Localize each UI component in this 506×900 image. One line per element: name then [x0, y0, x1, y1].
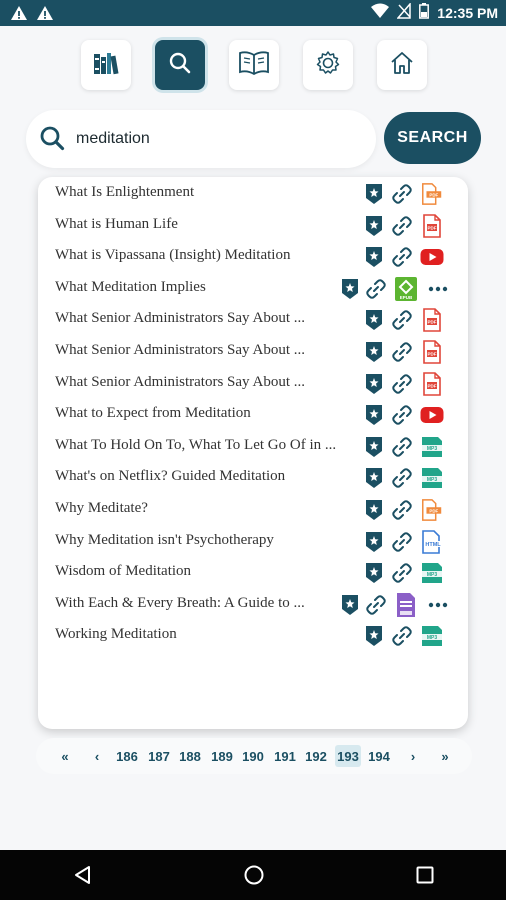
back-icon[interactable]: [70, 862, 96, 888]
link-icon[interactable]: [390, 466, 414, 490]
svg-text:PDF: PDF: [427, 319, 437, 325]
pdf-icon[interactable]: [420, 214, 444, 238]
svg-text:PDF: PDF: [427, 351, 437, 357]
results-list: [38, 177, 468, 729]
list-item[interactable]: [38, 369, 468, 399]
more-options-icon[interactable]: [426, 277, 450, 301]
reader-button[interactable]: [229, 40, 279, 90]
page-button-192[interactable]: 192: [305, 748, 327, 764]
next-page-button[interactable]: ›: [410, 748, 416, 764]
search-button[interactable]: SEARCH: [384, 112, 481, 164]
svg-text:PDF: PDF: [427, 225, 437, 231]
result-title[interactable]: What Senior Administrators Say About ...: [55, 373, 305, 390]
result-title[interactable]: What is Vipassana (Insight) Meditation: [55, 247, 291, 264]
page-button-187[interactable]: 187: [148, 748, 170, 764]
bookmark-shield-icon[interactable]: [338, 593, 362, 617]
home-button[interactable]: [377, 40, 427, 90]
mp3-icon[interactable]: [420, 466, 444, 490]
result-title[interactable]: With Each & Every Breath: A Guide to ...: [55, 594, 305, 611]
more-options-icon[interactable]: [426, 593, 450, 617]
svg-text:PDF: PDF: [429, 508, 439, 514]
youtube-icon[interactable]: [420, 245, 444, 269]
link-icon[interactable]: [390, 182, 414, 206]
list-item[interactable]: [38, 432, 468, 462]
link-icon[interactable]: [390, 435, 414, 459]
bookmark-shield-icon[interactable]: [362, 214, 386, 238]
svg-text:MP3: MP3: [426, 635, 438, 642]
link-icon[interactable]: [390, 308, 414, 332]
page-button-190[interactable]: 190: [242, 748, 264, 764]
svg-text:MP3: MP3: [426, 445, 438, 452]
previous-page-button[interactable]: ‹: [94, 748, 100, 764]
search-icon: [38, 124, 66, 157]
link-icon[interactable]: [390, 372, 414, 396]
pagination: [36, 738, 472, 774]
bookmark-shield-icon[interactable]: [362, 340, 386, 364]
result-title[interactable]: What Senior Administrators Say About ...: [55, 342, 305, 358]
pdf-icon[interactable]: [420, 182, 444, 206]
first-page-button[interactable]: «: [61, 748, 69, 764]
page-button-189[interactable]: 189: [211, 748, 233, 764]
search-box: [26, 110, 376, 168]
bookmark-shield-icon[interactable]: [362, 372, 386, 396]
status-time: 12:35 PM: [437, 5, 498, 21]
svg-text:PDF: PDF: [429, 192, 439, 198]
list-item[interactable]: [38, 463, 468, 493]
list-item[interactable]: [38, 558, 468, 588]
list-item[interactable]: [38, 305, 468, 335]
warning-icon: [10, 4, 28, 22]
bookmark-shield-icon[interactable]: [338, 277, 362, 301]
bookmark-shield-icon[interactable]: [362, 403, 386, 427]
pdf-icon[interactable]: [420, 340, 444, 364]
page-button-193[interactable]: 193: [335, 745, 361, 767]
result-title[interactable]: Working Meditation: [55, 626, 177, 643]
html-icon[interactable]: [420, 530, 444, 554]
result-title[interactable]: Why Meditation isn't Psychotherapy: [55, 531, 274, 548]
link-icon[interactable]: [390, 403, 414, 427]
link-icon[interactable]: [390, 498, 414, 522]
link-icon[interactable]: [390, 214, 414, 238]
bookmark-shield-icon[interactable]: [362, 530, 386, 554]
bookmark-shield-icon[interactable]: [362, 435, 386, 459]
bookmark-shield-icon[interactable]: [362, 466, 386, 490]
pdf-icon[interactable]: [420, 498, 444, 522]
result-title[interactable]: What's on Netflix? Guided Meditation: [55, 468, 286, 485]
search-icon: [167, 50, 193, 81]
last-page-button[interactable]: »: [441, 748, 449, 764]
recents-icon[interactable]: [412, 862, 438, 888]
document-icon[interactable]: [394, 593, 418, 617]
list-item[interactable]: [38, 621, 468, 651]
list-item[interactable]: [38, 242, 468, 272]
bookmark-shield-icon[interactable]: [362, 561, 386, 585]
link-icon[interactable]: [390, 245, 414, 269]
svg-text:PDF: PDF: [427, 383, 437, 389]
home-icon: [388, 49, 416, 82]
page-button-188[interactable]: 188: [179, 748, 201, 764]
search-input[interactable]: [76, 123, 356, 155]
link-icon[interactable]: [364, 593, 388, 617]
pdf-icon[interactable]: [420, 308, 444, 332]
result-title[interactable]: What is Human Life: [55, 215, 178, 232]
result-title[interactable]: What Meditation Implies: [55, 278, 206, 295]
system-navigation-bar: [0, 850, 506, 900]
svg-text:MP3: MP3: [426, 572, 438, 579]
library-icon: [91, 48, 121, 83]
result-title[interactable]: Wisdom of Meditation: [55, 563, 192, 580]
list-item[interactable]: [38, 400, 468, 430]
list-item[interactable]: [38, 274, 468, 304]
epub-icon[interactable]: [394, 277, 418, 301]
bookmark-shield-icon[interactable]: [362, 245, 386, 269]
list-item[interactable]: [38, 495, 468, 525]
svg-text:HTML: HTML: [425, 541, 441, 548]
warning-icon: [36, 4, 54, 22]
link-icon[interactable]: [390, 561, 414, 585]
pdf-icon[interactable]: [420, 372, 444, 396]
result-title[interactable]: What To Hold On To, What To Let Go Of in ...: [55, 436, 337, 453]
svg-text:MP3: MP3: [426, 477, 438, 484]
list-item[interactable]: [38, 590, 468, 620]
bookmark-shield-icon[interactable]: [362, 308, 386, 332]
status-bar: [0, 0, 506, 26]
bookmark-shield-icon[interactable]: [362, 498, 386, 522]
svg-text:EPUB: EPUB: [399, 294, 413, 300]
page-button-186[interactable]: 186: [116, 748, 138, 764]
mp3-icon[interactable]: [420, 561, 444, 585]
wifi-icon: [371, 3, 389, 24]
bookmark-shield-icon[interactable]: [362, 624, 386, 648]
list-item[interactable]: [38, 337, 468, 367]
list-item[interactable]: [38, 527, 468, 557]
link-icon[interactable]: [390, 624, 414, 648]
book-icon: [237, 49, 271, 82]
link-icon[interactable]: [390, 340, 414, 364]
library-button[interactable]: [81, 40, 131, 90]
bookmark-shield-icon[interactable]: [362, 182, 386, 206]
list-item[interactable]: [38, 211, 468, 241]
top-navigation: [0, 40, 506, 92]
no-signal-icon: [397, 3, 411, 24]
search-nav-button[interactable]: [155, 40, 205, 90]
result-title[interactable]: What Senior Administrators Say About ...: [55, 310, 305, 327]
settings-button[interactable]: [303, 40, 353, 90]
link-icon[interactable]: [364, 277, 388, 301]
page-button-194[interactable]: 194: [368, 748, 390, 764]
mp3-icon[interactable]: [420, 435, 444, 459]
result-title[interactable]: What Is Enlightenment: [55, 184, 195, 200]
gear-icon: [314, 49, 342, 82]
list-item[interactable]: [38, 179, 468, 209]
page-button-191[interactable]: 191: [274, 748, 296, 764]
home-circle-icon[interactable]: [241, 862, 267, 888]
link-icon[interactable]: [390, 530, 414, 554]
youtube-icon[interactable]: [420, 403, 444, 427]
result-title[interactable]: Why Meditate?: [55, 500, 148, 516]
mp3-icon[interactable]: [420, 624, 444, 648]
result-title[interactable]: What to Expect from Meditation: [55, 405, 251, 422]
battery-icon: [419, 3, 429, 24]
